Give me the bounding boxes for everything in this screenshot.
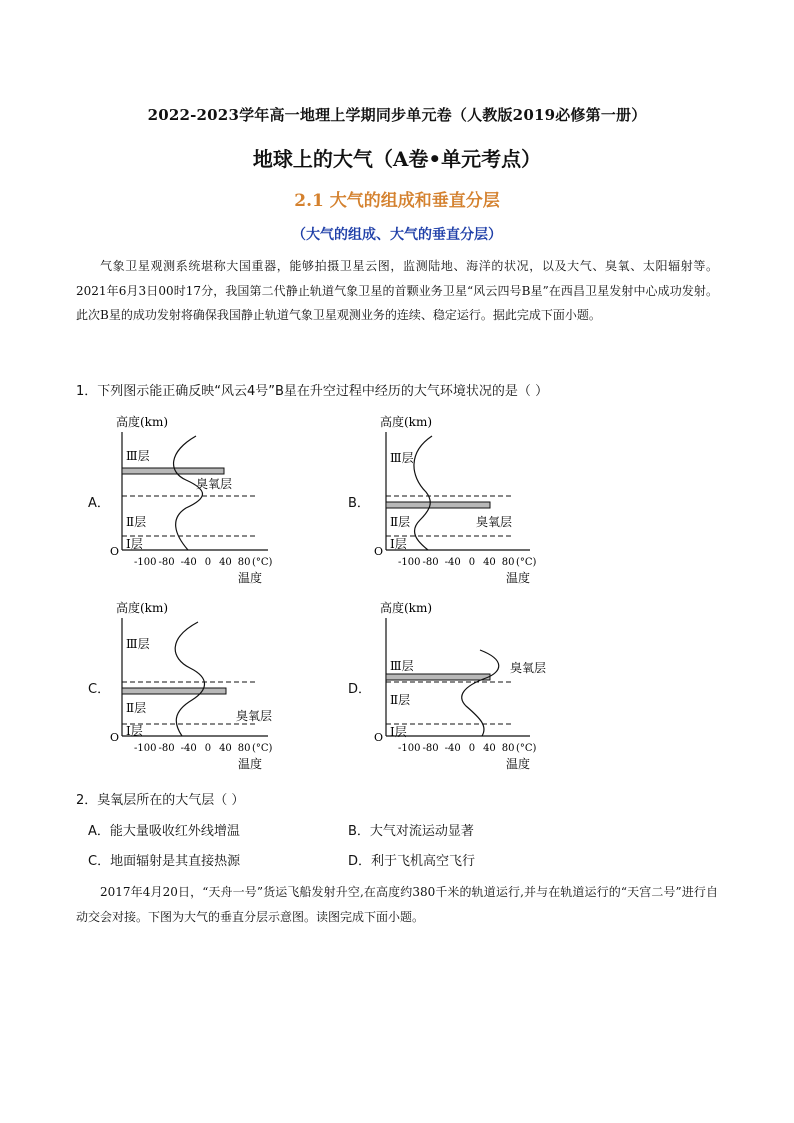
main-title: 地球上的大气（A卷•单元考点） bbox=[252, 147, 542, 171]
y-axis-label: 高度(km) bbox=[116, 601, 169, 615]
origin-label: O bbox=[110, 731, 120, 744]
y-axis-label: 高度(km) bbox=[380, 601, 433, 615]
layer3-label: Ⅲ层 bbox=[390, 659, 414, 673]
choice-b-label: B． bbox=[348, 496, 370, 511]
x-axis-label: 温度 bbox=[506, 571, 531, 585]
choice-c-label: C． bbox=[88, 682, 111, 697]
origin-label: O bbox=[374, 545, 384, 558]
x-axis-label: 温度 bbox=[506, 757, 531, 771]
diagram-a bbox=[108, 412, 298, 587]
layer2-label: Ⅱ层 bbox=[390, 515, 411, 529]
layer1-label: Ⅰ层 bbox=[126, 724, 143, 738]
x-unit: (°C) bbox=[516, 557, 537, 568]
option-b[interactable]: B．大气对流运动显著 bbox=[348, 824, 474, 839]
x-axis-label: 温度 bbox=[238, 757, 263, 771]
layer3-label: Ⅲ层 bbox=[126, 637, 150, 651]
x-unit: (°C) bbox=[252, 743, 273, 754]
layer2-label: Ⅱ层 bbox=[126, 701, 147, 715]
x-axis-label: 温度 bbox=[238, 571, 263, 585]
diagram-c bbox=[108, 598, 298, 773]
layer1-label: Ⅰ层 bbox=[390, 725, 407, 739]
layer1-label: Ⅰ层 bbox=[126, 537, 143, 551]
ozone-label: 臭氧层 bbox=[476, 515, 513, 529]
y-axis-label: 高度(km) bbox=[116, 415, 169, 429]
layer3-label: Ⅲ层 bbox=[390, 451, 414, 465]
series-title: 2022-2023学年高一地理上学期同步单元卷（人教版2019必修第一册） bbox=[147, 106, 647, 124]
ozone-label: 臭氧层 bbox=[196, 477, 233, 491]
x-ticks: -100 -80 -40 0 40 80 bbox=[134, 743, 251, 754]
passage-tianzhou: 2017年4月20日，“天舟一号”货运飞船发射升空,在高度约380千米的轨道运行,并与在轨道运行的“天宫二号”进行自动交会对接。下图为大气的垂直分层示意图。读图完成下面小题。 bbox=[76, 885, 718, 924]
question-1-stem: 1．下列图示能正确反映“风云4号”B星在升空过程中经历的大气环境状况的是（ ） bbox=[76, 384, 549, 399]
x-ticks: -100 -80 -40 0 40 80 bbox=[398, 557, 515, 568]
layer2-label: Ⅱ层 bbox=[390, 693, 411, 707]
question-2-stem: 2．臭氧层所在的大气层（ ） bbox=[76, 793, 245, 808]
section-subtitle: （大气的组成、大气的垂直分层） bbox=[292, 227, 502, 243]
x-unit: (°C) bbox=[252, 557, 273, 568]
diagram-b bbox=[368, 412, 558, 587]
ozone-label: 臭氧层 bbox=[236, 709, 273, 723]
origin-label: O bbox=[374, 731, 384, 744]
x-ticks: -100 -80 -40 0 40 80 bbox=[134, 557, 251, 568]
origin-label: O bbox=[110, 545, 120, 558]
y-axis-label: 高度(km) bbox=[380, 415, 433, 429]
diagram-d bbox=[368, 598, 558, 773]
ozone-label: 臭氧层 bbox=[510, 661, 547, 675]
layer2-label: Ⅱ层 bbox=[126, 515, 147, 529]
option-d[interactable]: D．利于飞机高空飞行 bbox=[348, 854, 476, 869]
choice-d-label: D． bbox=[348, 682, 372, 697]
choice-a-label: A． bbox=[88, 496, 110, 511]
x-ticks: -100 -80 -40 0 40 80 bbox=[398, 743, 515, 754]
section-title: 2.1 大气的组成和垂直分层 bbox=[294, 191, 500, 211]
passage-satellite: 气象卫星观测系统堪称大国重器，能够拍摄卫星云图，监测陆地、海洋的状况，以及大气、臭氧、太阳辐射等。2021年6月3日00时17分，我国第二代静止轨道气象卫星的首颗业务卫星“风云四号B星”在西昌卫星发射中心成功发射。此次B星的成功发射将确保我国静止轨道气象卫星观测业务的连续、稳定运行。据此完成下面小题。 bbox=[76, 259, 718, 322]
layer3-label: Ⅲ层 bbox=[126, 449, 150, 463]
layer1-label: Ⅰ层 bbox=[390, 537, 407, 551]
option-c[interactable]: C．地面辐射是其直接热源 bbox=[88, 854, 241, 869]
option-a[interactable]: A．能大量吸收红外线增温 bbox=[88, 824, 240, 839]
x-unit: (°C) bbox=[516, 743, 537, 754]
